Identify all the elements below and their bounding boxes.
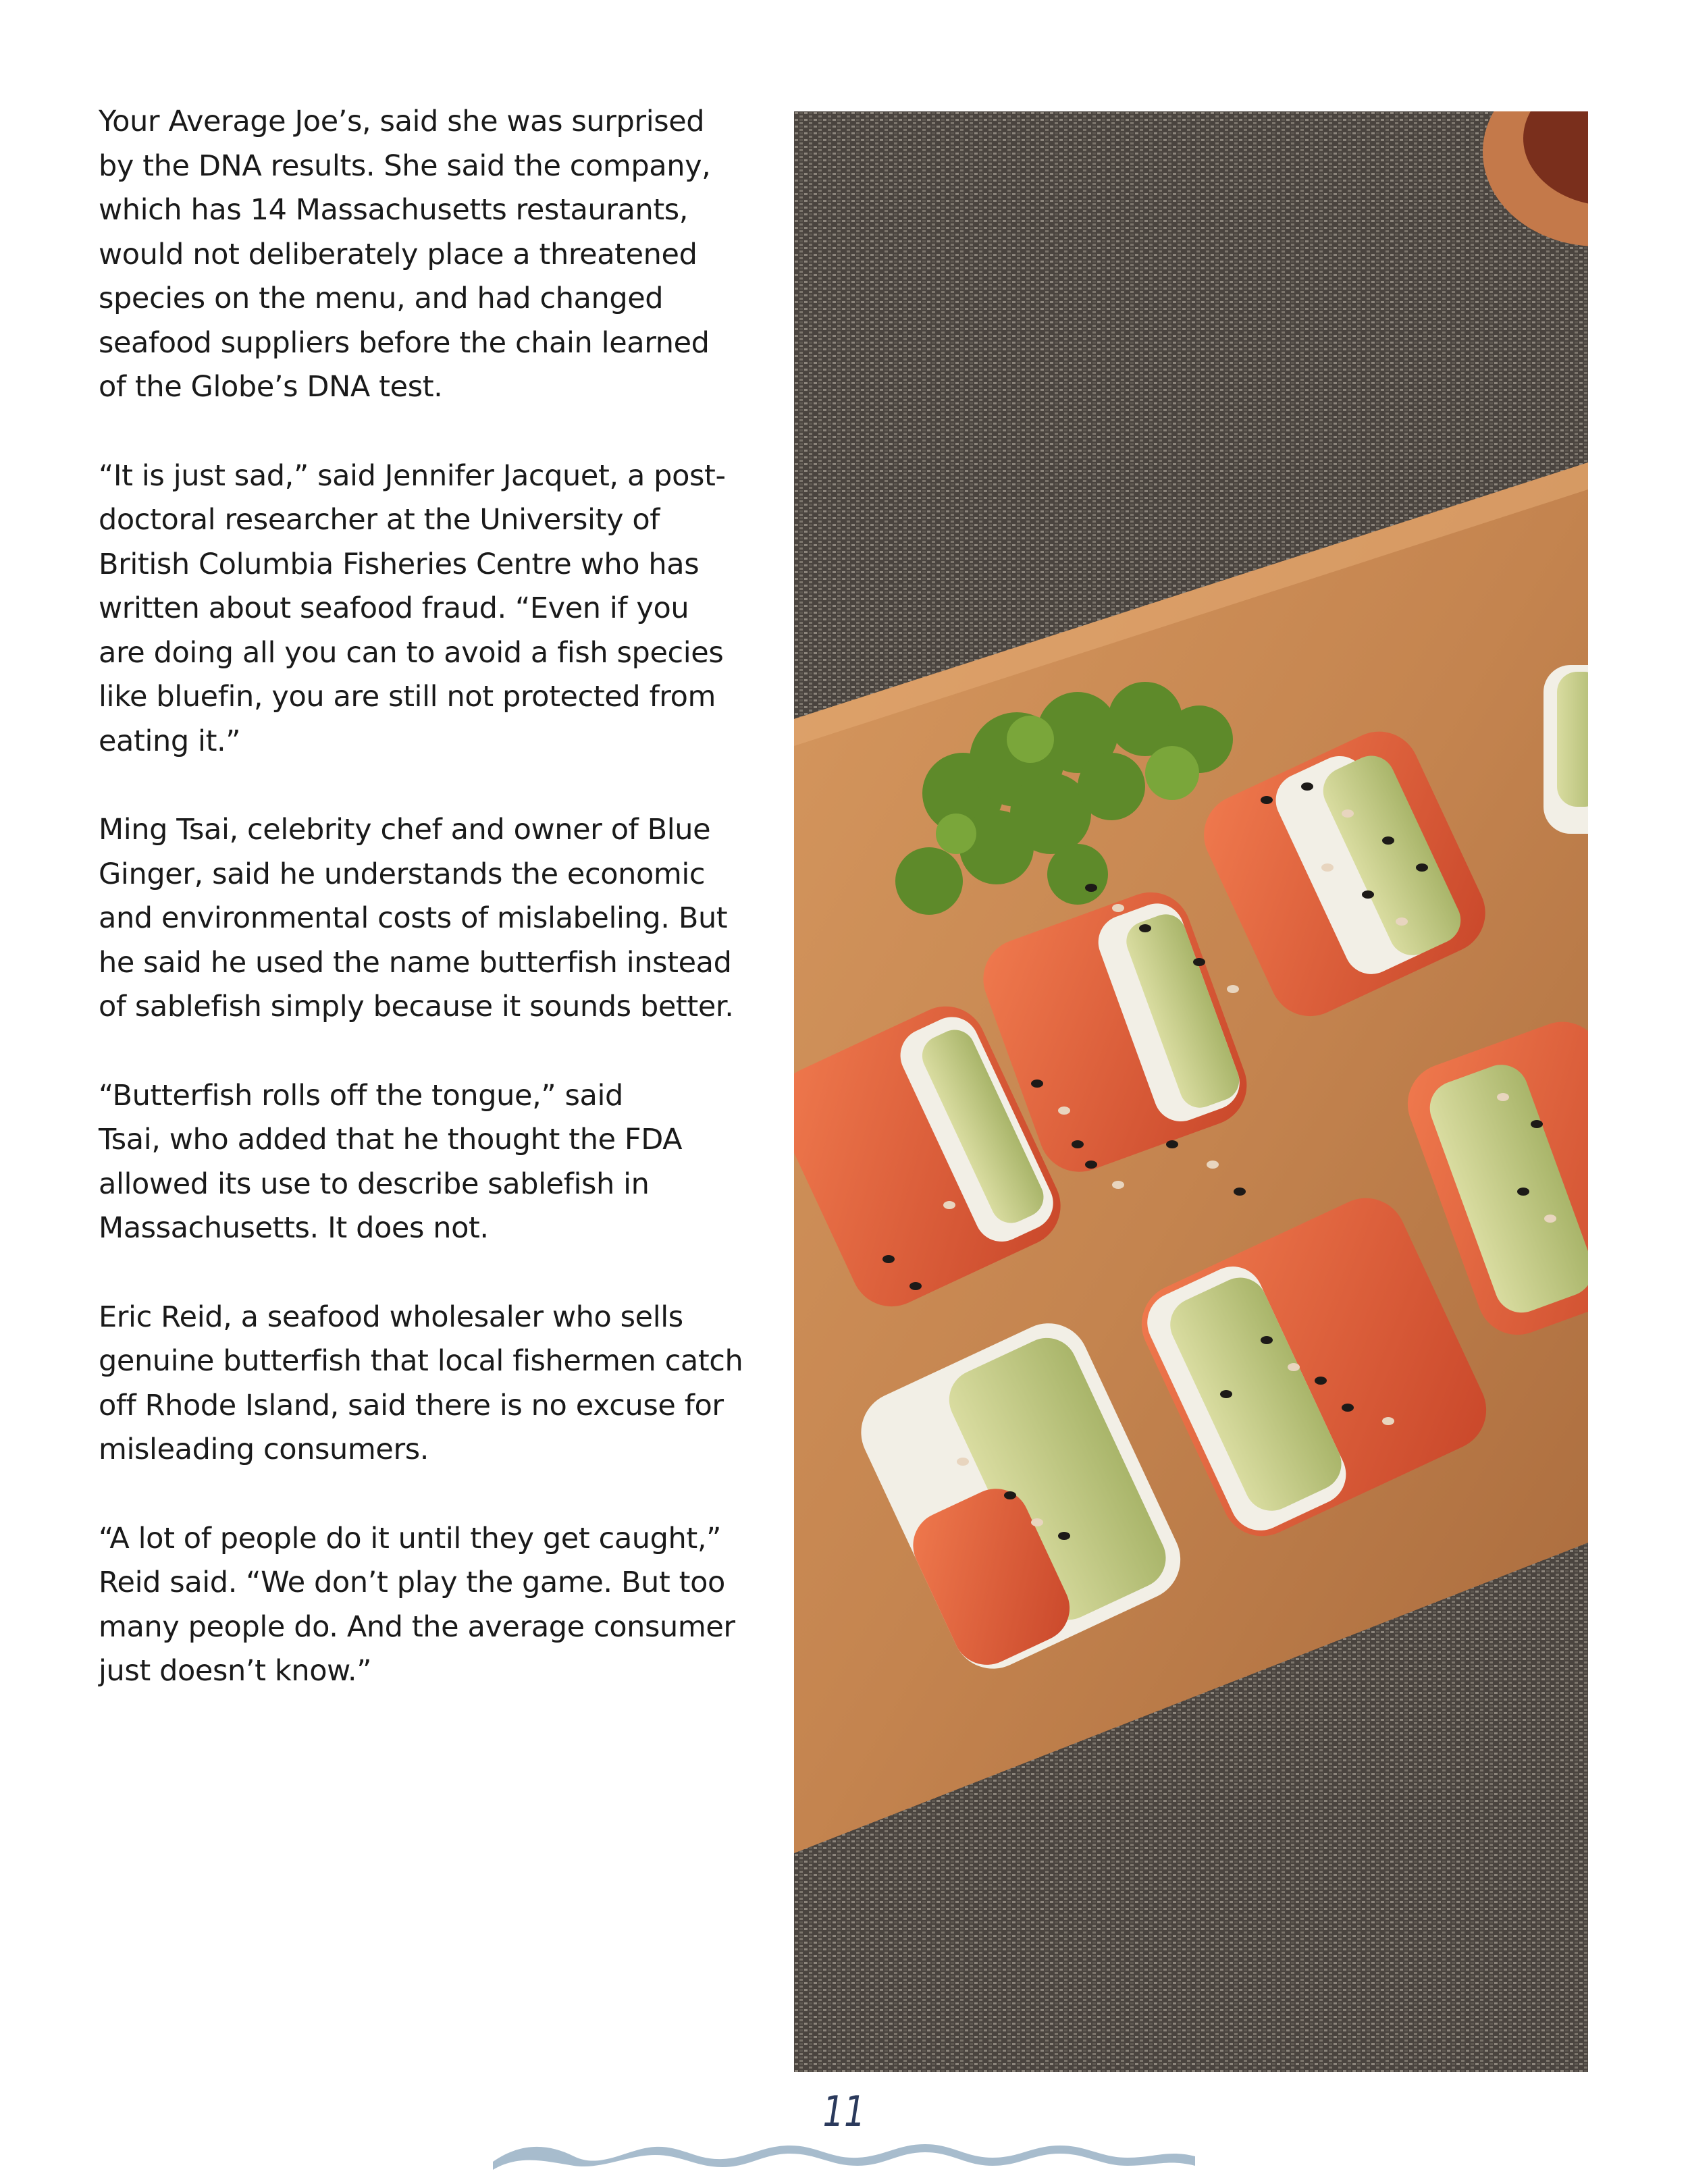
- article-text-column: [99, 100, 774, 1738]
- article-paragraph: Eric Reid, a seafood wholesaler who sells genuine butterfish that local fishermen catch off Rhode Island, said there is no excuse for misleading consumers.: [99, 1300, 743, 1466]
- article-paragraph: Your Average Joe’s, said she was surprised by the DNA results. She said the company, which has 14 Massachusetts restaurants, would not deliberately place a threatened species on the menu, and had changed seafood suppliers before the chain learned of the Globe’s DNA test.: [99, 105, 711, 404]
- article-paragraph: “A lot of people do it until they get caught,” Reid said. “We don’t play the game. But too many people do. And the average consumer just doesn’t know.”: [99, 1521, 735, 1688]
- page-number: 11: [822, 2087, 866, 2136]
- sushi-photo: [794, 111, 1588, 2072]
- article-paragraph: Ming Tsai, celebrity chef and owner of Blue Ginger, said he understands the economic and environmental costs of mislabeling. But he said he used the name butterfish instead of sablefish simply because it sounds better.: [99, 813, 734, 1023]
- article-paragraph: “It is just sad,” said Jennifer Jacquet, a post- doctoral researcher at the University of British Columbia Fisheries Centre who has written about seafood fraud. “Even if you are doing all you can to avoid a fish species like bluefin, you are still not protected from eating it.”: [99, 458, 726, 758]
- wave-divider-icon: [493, 2136, 1195, 2170]
- article-paragraph: “Butterfish rolls off the tongue,” said Tsai, who added that he thought the FDA allowed its use to describe sablefish in Massachusetts. It does not.: [99, 1078, 683, 1245]
